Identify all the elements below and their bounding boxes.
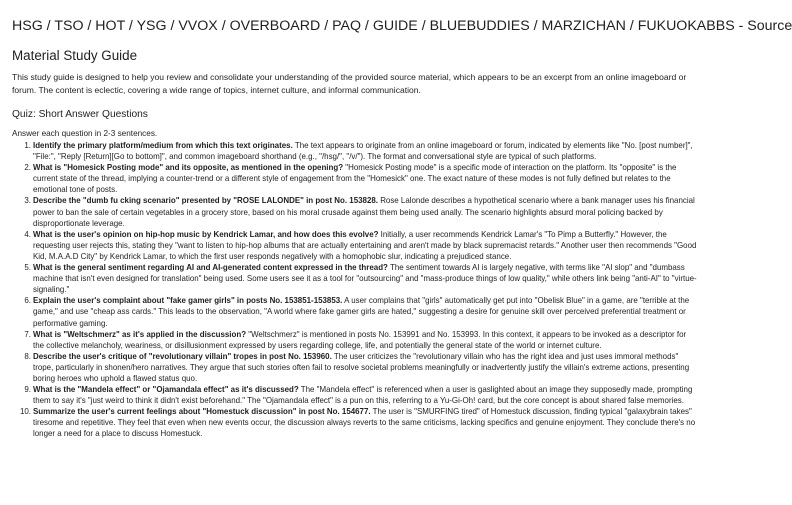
question-list bbox=[19, 140, 699, 440]
question-item bbox=[19, 406, 699, 439]
question-item bbox=[24, 351, 699, 384]
question-text: What is "Homesick Posting mode" and its opposite, as mentioned in the opening? bbox=[33, 163, 344, 173]
question-number: 8. bbox=[24, 351, 31, 361]
answer-text: Initially, a user recommends Kendrick Lamar's "To Pimp a Butterfly." However, the requesting user rejects this, stating they "want to listen to hip-hop albums that are actually entertaining and aren't made by black supremacist retards." Another user then recommends "Good Kid, M.A.A.D City" by Kendrick Lamar, to which the first user responds negatively with a homophobic slur, indicating a prejudiced stance. bbox=[33, 229, 697, 261]
question-text: What is the general sentiment regarding AI and AI-generated content expressed in the thread? bbox=[33, 263, 388, 273]
answer-text: "Homesick Posting mode" is a specific mode of interaction on the platform. Its "opposite" is the current state of the thread, implying a counter-trend or a different style of engagement from the "Homesick" one. The exact nature of these modes is not fully defined but relates to the emotional tone of posts. bbox=[33, 163, 677, 195]
answer-text: "Weltschmerz" is mentioned in posts No. 153991 and No. 153993. In this context, it appears to be invoked as a descriptor for the collective melancholy, weariness, or disillusionment expressed by users regarding college, life, and potentially the general state of the world or internet culture. bbox=[33, 329, 687, 350]
question-text: What is the user's opinion on hip-hop music by Kendrick Lamar, and how does this evolve? bbox=[33, 229, 379, 239]
question-number: 3. bbox=[24, 196, 31, 206]
question-number: 6. bbox=[24, 296, 31, 306]
answer-text: The user criticizes the "revolutionary villain who has the right idea and just uses immoral methods" trope, particularly in shonen/hero narratives. They argue that such stories often fail to resolve societal problems meaningfully or inadvertently justify the villain's extreme actions, presenting boring heroes who uphold a flawed status quo. bbox=[33, 351, 690, 383]
answer-text: A user complains that "girls" automatically get put into "Obelisk Blue" in a game, are "terrible at the game," and use "cheap ass cards." This leads to the observation, "A world where fake gamer girls are hated," suggesting a desire for genuine skill over perceived preferential treatment or performative gaming. bbox=[33, 296, 690, 328]
question-item bbox=[24, 262, 699, 295]
answer-text: The sentiment towards AI is largely negative, with terms like "AI slop" and "dumbass machine that isn't even designed for translation" being used. Some users see it as a tool for "outsourcing" and "mass-produce things of low quality," while others link being "anti-AI" to "virtue-signaling." bbox=[33, 263, 697, 295]
question-number: 5. bbox=[24, 263, 31, 273]
question-number: 1. bbox=[24, 141, 31, 150]
question-item bbox=[24, 162, 699, 195]
question-number: 9. bbox=[24, 385, 31, 395]
question-number: 10. bbox=[19, 407, 31, 417]
question-item bbox=[24, 384, 699, 406]
answer-text: Rose Lalonde describes a hypothetical scenario where a bank manager uses his financial power to ban the sale of certain vegetables in a grocery store, based on his moral crusade against them being used anally. The scenario highlights absurd moral policing backed by disproportionate leverage. bbox=[33, 196, 695, 228]
question-text: Explain the user's complaint about "fake gamer girls" in posts No. 153851-153853. bbox=[33, 296, 343, 306]
quiz-heading: Quiz: Short Answer Questions bbox=[12, 109, 148, 120]
question-text: Identify the primary platform/medium from which this text originates. bbox=[33, 141, 293, 150]
question-item bbox=[24, 295, 699, 328]
question-text: What is "Weltschmerz" as it's applied in the discussion? bbox=[33, 329, 247, 339]
intro-paragraph: This study guide is designed to help you review and consolidate your understanding of the provided source material, which appears to be an excerpt from an online imageboard or forum. The content is eclectic, covering a wide range of topics, internet culture, and informal communication. bbox=[12, 72, 687, 96]
question-number: 4. bbox=[24, 229, 31, 239]
question-item bbox=[24, 329, 699, 351]
answer-text: The text appears to originate from an online imageboard or forum, indicated by elements like "No. [post number]", "File:", "Reply [Return][Go to bottom]", and common imageboard shorthand (e.g., "/hsg/", "/v/"). The format and conversational style are typical of such platforms. bbox=[33, 141, 693, 162]
document-title: HSG / TSO / HOT / YSG / VVOX / OVERBOARD / PAQ / GUIDE / BLUEBUDDIES / MARZICHAN / FUKUOKABBS - Source bbox=[12, 18, 792, 34]
question-item bbox=[24, 229, 699, 262]
answer-text: The "Mandela effect" is referenced when a user is gaslighted about an image they supposedly made, prompting them to say it's "just weird to think it didn't exist beforehand." The "Ojamandala effect" is a pun on this, referring to a Yu-Gi-Oh! card, but the core concept is about shared false memories. bbox=[33, 385, 693, 406]
question-item bbox=[24, 195, 699, 228]
question-text: What is the "Mandela effect" or "Ojamandala effect" as it's discussed? bbox=[33, 385, 299, 395]
question-number: 2. bbox=[24, 163, 31, 173]
question-text: Describe the user's critique of "revolutionary villain" tropes in post No. 153960. bbox=[33, 351, 332, 361]
question-text: Summarize the user's current feelings about "Homestuck discussion" in post No. 154677. bbox=[33, 407, 371, 417]
question-item bbox=[24, 140, 699, 162]
answer-text: The user is "SMURFING tired" of Homestuck discussion, finding typical "galaxybrain takes" tiresome and repetitive. They feel that even when new events occur, the discussion always reverts to the same criticisms, lacking specifics and genuine enjoyment. They conclude there's no longer a need for a place to discuss Homestuck. bbox=[33, 407, 696, 439]
quiz-instructions: Answer each question in 2-3 sentences. bbox=[12, 129, 158, 138]
question-number: 7. bbox=[24, 329, 31, 339]
question-text: Describe the "dumb fu cking scenario" presented by "ROSE LALONDE" in post No. 153828. bbox=[33, 196, 378, 206]
section-heading: Material Study Guide bbox=[12, 48, 138, 63]
